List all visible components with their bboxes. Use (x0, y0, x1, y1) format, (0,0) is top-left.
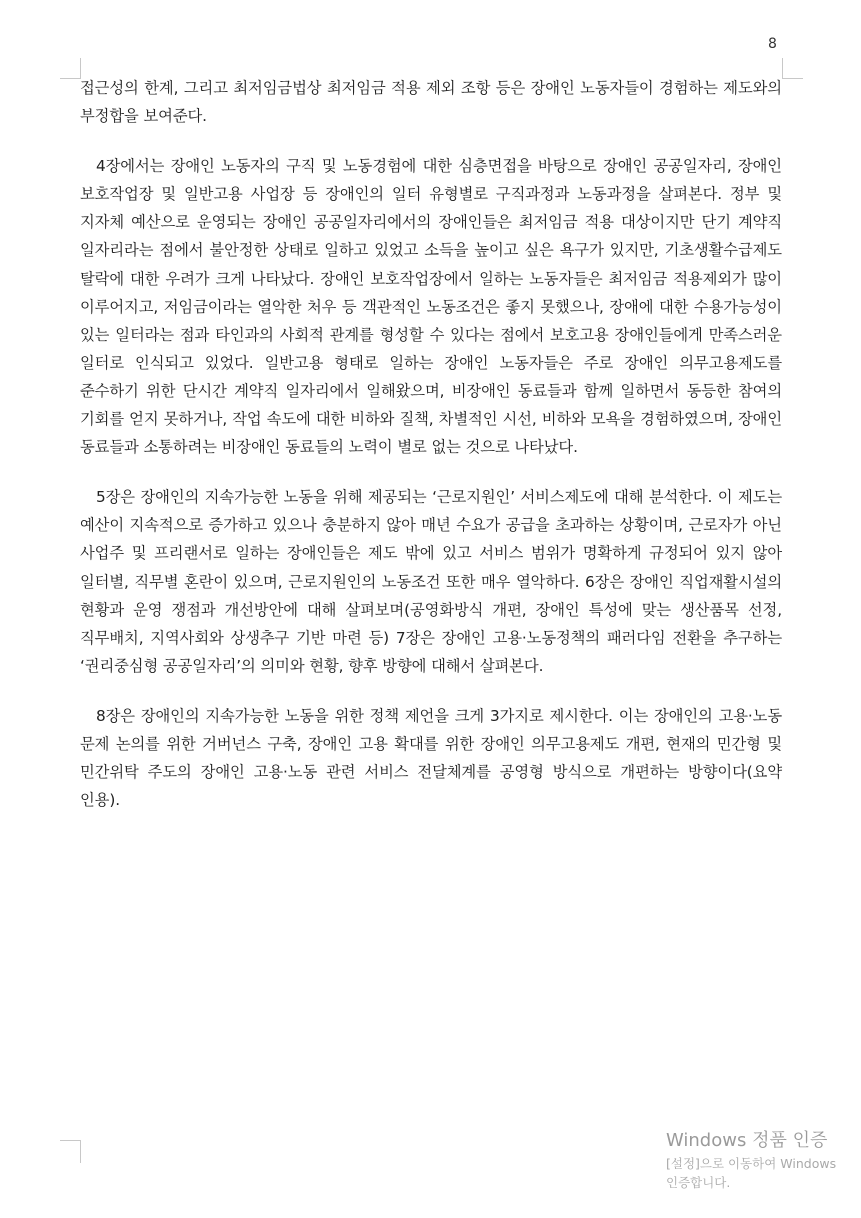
page-number: 8 (768, 36, 777, 52)
crop-mark-top-left (60, 58, 81, 79)
windows-activation-watermark (666, 1128, 861, 1192)
document-body (80, 74, 782, 814)
paragraph-chapter-4: 4장에서는 장애인 노동자의 구직 및 노동경험에 대한 심층면접을 바탕으로 장애인 공공일자리, 장애인 보호작업장 및 일반고용 사업장 등 장애인의 일터 유형별로 구직과정과 노동과정을 살펴본다. 정부 및 지자체 예산으로 운영되는 장애인 공공일자리에서의 장애인들은 최저임금 적용 대상이지만 단기 계약직 일자리라는 점에서 불안정한 상태로 일하고 있었고 소득을 높이고 싶은 욕구가 있지만, 기초생활수급제도 탈락에 대한 우려가 크게 나타났다. 장애인 보호작업장에서 일하는 노동자들은 최저임금 적용제외가 많이 이루어지고, 저임금이라는 열악한 처우 등 객관적인 노동조건은 좋지 못했으나, 장애에 대한 수용가능성이 있는 일터라는 점과 타인과의 사회적 관계를 형성할 수 있다는 점에서 보호고용 장애인들에게 만족스러운 일터로 인식되고 있었다. 일반고용 형태로 일하는 장애인 노동자들은 주로 장애인 의무고용제도를 준수하기 위한 단시간 계약직 일자리에서 일해왔으며, 비장애인 동료들과 함께 일하면서 동등한 참여의 기회를 얻지 못하거나, 작업 속도에 대한 비하와 질책, 차별적인 시선, 비하와 모욕을 경험하였으며, 장애인 동료들과 소통하려는 비장애인 동료들의 노력이 별로 없는 것으로 나타났다. (80, 157, 782, 457)
crop-mark-bottom-left (60, 1140, 81, 1163)
paragraph-continuation: 접근성의 한계, 그리고 최저임금법상 최저임금 적용 제외 조항 등은 장애인 노동자들이 경험하는 제도와의 부정합을 보여준다. (80, 79, 782, 126)
watermark-line-1: [설정]으로 이동하여 Windows (666, 1156, 837, 1171)
paragraph-chapter-8: 8장은 장애인의 지속가능한 노동을 위한 정책 제언을 크게 3가지로 제시한다. 이는 장애인의 고용·노동 문제 논의를 위한 거버넌스 구축, 장애인 고용 확대를 위한 장애인 의무고용제도 개편, 현재의 민간형 및 민간위탁 주도의 장애인 고용·노동 관련 서비스 전달체계를 공영형 방식으로 개편하는 방향이다(요약 인용). (80, 706, 782, 810)
paragraph-chapter-5-7: 5장은 장애인의 지속가능한 노동을 위해 제공되는 ‘근로지원인’ 서비스제도에 대해 분석한다. 이 제도는 예산이 지속적으로 증가하고 있으나 충분하지 않아 매년 수요가 공급을 초과하는 상황이며, 근로자가 아닌 사업주 및 프리랜서로 일하는 장애인들은 제도 밖에 있고 서비스 범위가 명확하게 규정되어 있지 않아 일터별, 직무별 혼란이 있으며, 근로지원인의 노동조건 또한 매우 열악하다. 6장은 장애인 직업재활시설의 현황과 운영 쟁점과 개선방안에 대해 살펴보며(공영화방식 개편, 장애인 특성에 맞는 생산품목 선정, 직무배치, 지역사회와 상생추구 기반 마련 등) 7장은 장애인 고용·노동정책의 패러다임 전환을 추구하는 ‘권리중심형 공공일자리’의 의미와 현황, 향후 방향에 대해서 살펴본다. (80, 488, 782, 675)
watermark-title: Windows 정품 인증 (666, 1130, 828, 1151)
watermark-line-2: 인증합니다. (666, 1175, 731, 1190)
crop-mark-top-right (782, 58, 803, 79)
